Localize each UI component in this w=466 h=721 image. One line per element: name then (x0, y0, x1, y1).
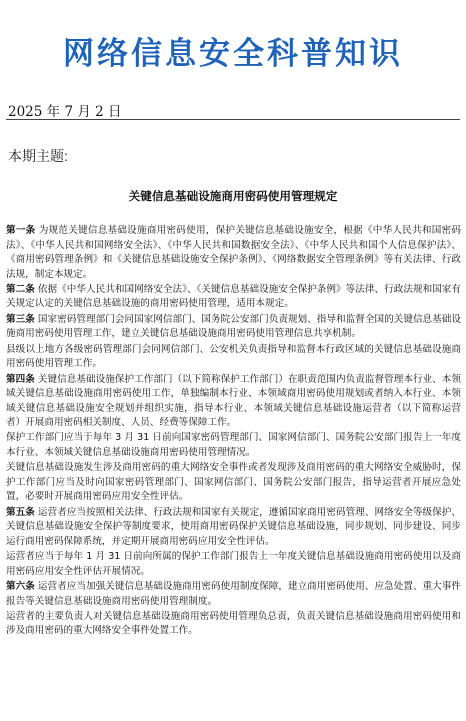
paragraph (6, 283, 461, 312)
paragraph (6, 580, 461, 609)
paragraph (6, 343, 461, 372)
paragraph-text: 依据《中华人民共和国网络安全法》、《关键信息基础设施安全保护条例》等法律、行政法规和国家有关规定认定的关键信息基础设施的商用密码使用管理，适用本规定。 (6, 283, 462, 310)
paragraph-text: 运营者应当于每年 1 月 31 日前向所属的保护工作部门报告上一年度关键信息基础设施商用密码使用以及商用密码应用安全性评估开展情况。 (6, 551, 461, 577)
paragraph-text: 国家密码管理部门会同国家网信部门、国务院公安部门负责规划、指导和监督全国的关键信息基础设施商用密码使用管理工作，建立关键信息基础设施商用密码使用管理信息共享机制。 (6, 313, 461, 340)
paragraph-text: 县级以上地方各级密码管理部门会同网信部门、公安机关负责指导和监督本行政区域的关键信息基础设施商用密码使用管理工作。 (6, 343, 461, 370)
paragraph (6, 431, 461, 460)
topic-label: 本期主题: (8, 148, 68, 164)
paragraph-text: 关键信息基础设施保护工作部门（以下简称保护工作部门）在职责范围内负责监督管理本行业、本领域关键信息基础设施商用密码使用工作，单独编制本行业、本领域商用密码使用规划或者纳入本行业、本领域关键信息基础设施安全规划并组织实施，指导本行业、本领域关键信息基础设施运营者（以下简称运营者）开展商用密码相关制度、人员、经费等保障工作。 (6, 373, 461, 429)
paragraph-text: 保护工作部门应当于每年 3 月 31 日前向国家密码管理部门、国家网信部门、国务院公安部门报告上一年度本行业、本领域关键信息基础设施商用密码使用管理情况。 (6, 432, 461, 458)
document-title: 关键信息基础设施商用密码使用管理规定 (128, 189, 338, 203)
paragraph (6, 313, 461, 342)
paragraph (6, 550, 461, 579)
header-divider (6, 119, 460, 120)
article-number: 第二条 (6, 283, 35, 295)
paragraph (6, 610, 461, 639)
paragraph-text: 关键信息基础设施发生涉及商用密码的重大网络安全事件或者发现涉及商用密码的重大网络安全威胁时，保护工作部门应当及时向国家密码管理部门、国家网信部门、国务院公安部门报告，指导运营者开展应急处置，必要时开展商用密码应用安全性评估。 (6, 462, 461, 503)
paragraph (6, 461, 461, 505)
article-number: 第一条 (6, 225, 36, 236)
paragraph (6, 373, 461, 431)
masthead-title: 网络信息安全科普知识 (63, 36, 403, 72)
paragraph-text: 运营者应当按照相关法律、行政法规和国家有关规定，遵循国家商用密码管理、网络安全等级保护、关键信息基础设施安全保护等制度要求，使用商用密码保护关键信息基础设施，同步规划、同步建设、同步运行商用密码保障系统，并定期开展商用密码应用安全性评估。 (6, 506, 461, 547)
article-number: 第五条 (6, 506, 35, 518)
article-number: 第四条 (6, 373, 35, 385)
paragraph (6, 506, 461, 550)
paragraph (6, 224, 461, 282)
article-number: 第三条 (6, 313, 35, 325)
paragraph-text: 运营者应当加强关键信息基础设施商用密码使用制度保障，建立商用密码使用、应急处置、重大事件报告等关键信息基础设施商用密码使用管理制度。 (6, 581, 461, 607)
article-number: 第六条 (6, 581, 35, 593)
article-body (6, 224, 461, 640)
paragraph-text: 为规范关键信息基础设施商用密码使用，保护关键信息基础设施安全，根据《中华人民共和国密码法》、《中华人民共和国网络安全法》、《中华人民共和国数据安全法》、《中华人民共和国个人信息保护法》、《商用密码管理条例》和《关键信息基础设施安全保护条例》、《网络数据安全管理条例》等有关法律、行政法规，制定本规定。 (6, 225, 461, 280)
issue-date: 2025 年 7 月 2 日 (8, 104, 122, 120)
paragraph-text: 运营者的主要负责人对关键信息基础设施商用密码使用管理负总责，负责关键信息基础设施商用密码使用和涉及商用密码的重大网络安全事件处置工作。 (6, 610, 461, 637)
